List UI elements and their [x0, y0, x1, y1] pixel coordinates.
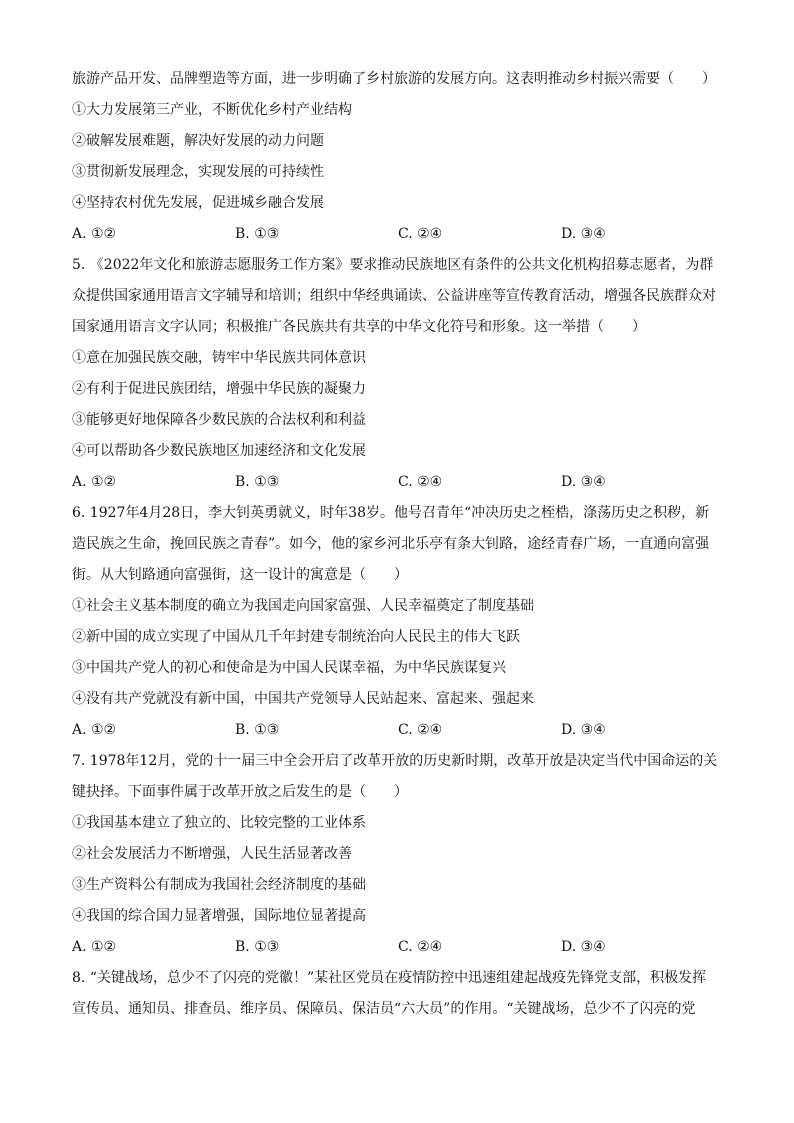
question-stem-line: 造民族之生命，挽回民族之青春”。如今，他的家乡河北乐亭有条大钊路，途经青春广场，一直通向富强: [72, 536, 710, 552]
statement-item: ④我国的综合国力显著增强，国际地位显著提高: [72, 908, 366, 924]
option-a: A. ①②: [72, 939, 117, 955]
statement-item: ④可以帮助各少数民族地区加速经济和文化发展: [72, 443, 366, 459]
option-a: A. ①②: [72, 226, 117, 242]
page-content: [72, 64, 726, 1025]
question-stem-line: 街。从大钊路通向富强街，这一设计的寓意是（ ）: [72, 567, 408, 583]
question-stem-line: 国家通用语言文字认同；积极推广各民族共有共享的中华文化符号和形象。这一举措（ ）: [72, 319, 646, 335]
statement-item: ②新中国的成立实现了中国从几千年封建专制统治向人民民主的伟大飞跃: [72, 629, 520, 645]
option-b: B. ①③: [235, 722, 280, 738]
statement-item: ①社会主义基本制度的确立为我国走向国家富强、人民幸福奠定了制度基础: [72, 598, 534, 614]
question-stem-line: 众提供国家通用语言文字辅导和培训；组织中华经典诵读、公益讲座等宣传教育活动，增强各民族群众对: [72, 288, 716, 304]
question-5: [72, 250, 726, 498]
option-c: C. ②④: [398, 226, 443, 242]
option-d: D. ③④: [561, 474, 606, 490]
statement-item: ②社会发展活力不断增强，人民生活显著改善: [72, 846, 352, 862]
statement-item: ②有利于促进民族团结，增强中华民族的凝聚力: [72, 381, 366, 397]
option-d: D. ③④: [561, 939, 606, 955]
option-b: B. ①③: [235, 939, 280, 955]
statement-item: ④没有共产党就没有新中国，中国共产党领导人民站起来、富起来、强起来: [72, 691, 534, 707]
question-8: [72, 963, 726, 1025]
option-d: D. ③④: [561, 226, 606, 242]
answer-options: [72, 219, 726, 250]
answer-options: [72, 467, 726, 498]
option-a: A. ①②: [72, 722, 117, 738]
option-a: A. ①②: [72, 474, 117, 490]
question-stem-line: 6. 1927年4月28日，李大钊英勇就义，时年38岁。他号召青年“冲决历史之桎梏，涤荡历史之积秽，新: [72, 505, 710, 521]
option-b: B. ①③: [235, 226, 280, 242]
question-stem-line: 7. 1978年12月，党的十一届三中全会开启了改革开放的历史新时期，改革开放是决定当代中国命运的关: [72, 753, 718, 769]
statement-item: ①意在加强民族交融，铸牢中华民族共同体意识: [72, 350, 366, 366]
statement-item: ③生产资料公有制成为我国社会经济制度的基础: [72, 877, 366, 893]
question-stem-line: 键抉择。下面事件属于改革开放之后发生的是（ ）: [72, 784, 408, 800]
statement-item: ③中国共产党人的初心和使命是为中国人民谋幸福，为中华民族谋复兴: [72, 660, 506, 676]
option-c: C. ②④: [398, 474, 443, 490]
question-6: [72, 498, 726, 746]
question-stem-line: 旅游产品开发、品牌塑造等方面，进一步明确了乡村旅游的发展方向。这表明推动乡村振兴需要（ ）: [72, 71, 716, 87]
question-stem-line: 宣传员、通知员、排查员、维序员、保障员、保洁员“六大员”的作用。“关键战场，总少不了闪亮的党: [72, 1001, 696, 1017]
option-d: D. ③④: [561, 722, 606, 738]
statement-item: ①我国基本建立了独立的、比较完整的工业体系: [72, 815, 366, 831]
statement-item: ③能够更好地保障各少数民族的合法权利和利益: [72, 412, 366, 428]
question-stem-line: 5. 《2022年文化和旅游志愿服务工作方案》要求推动民族地区有条件的公共文化机构招募志愿者，为群: [72, 257, 714, 273]
option-c: C. ②④: [398, 722, 443, 738]
statement-item: ②破解发展难题，解决好发展的动力问题: [72, 133, 324, 149]
statement-item: ③贯彻新发展理念，实现发展的可持续性: [72, 164, 324, 180]
answer-options: [72, 715, 726, 746]
statement-item: ④坚持农村优先发展，促进城乡融合发展: [72, 195, 324, 211]
option-c: C. ②④: [398, 939, 443, 955]
answer-options: [72, 932, 726, 963]
statement-item: ①大力发展第三产业，不断优化乡村产业结构: [72, 102, 352, 118]
option-b: B. ①③: [235, 474, 280, 490]
question-4: [72, 64, 726, 250]
question-stem-line: 8. “关键战场，总少不了闪亮的党徽！”某社区党员在疫情防控中迅速组建起战疫先锋党支部，积极发挥: [72, 970, 707, 986]
question-7: [72, 746, 726, 963]
